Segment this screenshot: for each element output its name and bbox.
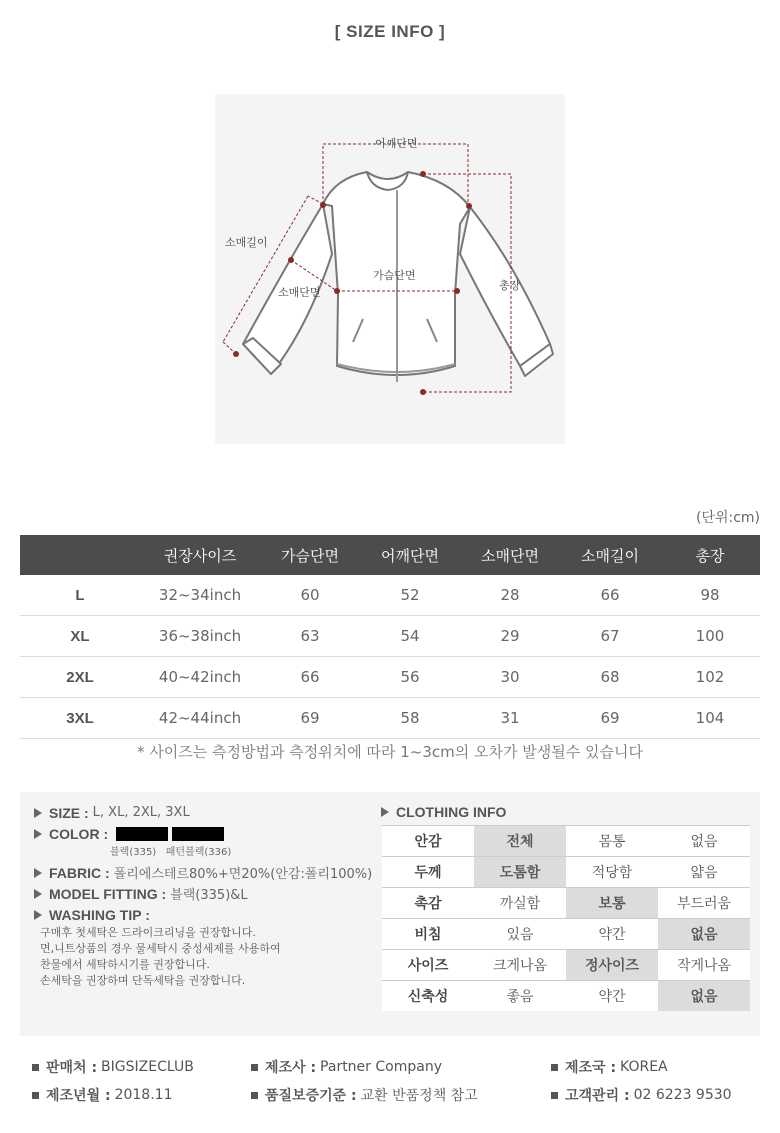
clothing-info-option-selected: 도톰함 [474, 857, 566, 888]
color-name: 패턴블랙(336) [165, 847, 232, 858]
fabric-label: FABRIC : [49, 864, 110, 881]
table-row [20, 698, 760, 739]
square-bullet-icon [32, 1092, 39, 1099]
color-name: 블랙(335) [110, 847, 157, 858]
table-cell: 63 [260, 616, 360, 657]
clothing-info-key: 두께 [382, 857, 474, 888]
clothing-info-option-selected: 정사이즈 [566, 950, 658, 981]
table-cell: 68 [560, 657, 660, 698]
table-row [20, 616, 760, 657]
label-total-length: 총장 [499, 279, 521, 292]
square-bullet-icon [551, 1092, 558, 1099]
table-cell: 66 [560, 575, 660, 616]
clothing-info-row [382, 981, 750, 1012]
table-cell: 102 [660, 657, 760, 698]
washing-row [34, 904, 384, 925]
footer-date [32, 1085, 172, 1105]
table-cell: 36~38inch [140, 616, 260, 657]
clothing-info-key: 비침 [382, 919, 474, 950]
color-swatch-pattern-black [172, 827, 224, 841]
fabric-value: 폴리에스테르80%+면20%(안감:폴리100%) [113, 867, 373, 882]
triangle-bullet-icon [34, 868, 42, 878]
square-bullet-icon [251, 1092, 258, 1099]
clothing-info-option-selected: 전체 [474, 826, 566, 857]
product-details [34, 802, 384, 989]
clothing-info-key: 사이즈 [382, 950, 474, 981]
size-cell: 2XL [20, 657, 140, 698]
header-cell: 소매단면 [460, 535, 560, 575]
table-cell: 52 [360, 575, 460, 616]
clothing-info-row [382, 919, 750, 950]
table-cell: 104 [660, 698, 760, 739]
clothing-info-option: 크게나옴 [474, 950, 566, 981]
size-value: L, XL, 2XL, 3XL [92, 805, 190, 820]
jacket-measurement-diagram [215, 94, 565, 444]
triangle-bullet-icon [381, 807, 389, 817]
label-sleeve-length: 소매길이 [225, 236, 268, 249]
label-shoulder: 어깨단면 [375, 137, 418, 150]
footer-seller [32, 1057, 194, 1077]
washing-line: 찬물에서 세탁하시기를 권장합니다. [40, 958, 210, 971]
seller-label: 판매처 : [46, 1060, 98, 1076]
clothing-info-option: 부드러움 [658, 888, 750, 919]
table-cell: 40~42inch [140, 657, 260, 698]
clothing-info-header [381, 802, 510, 822]
clothing-info-option: 없음 [658, 826, 750, 857]
color-label: COLOR : [49, 825, 109, 842]
model-label: MODEL FITTING : [49, 885, 167, 902]
table-cell: 30 [460, 657, 560, 698]
seller-value: BIGSIZECLUB [101, 1059, 194, 1075]
clothing-info-row [382, 888, 750, 919]
table-cell: 69 [260, 698, 360, 739]
size-table-header [20, 535, 760, 575]
table-cell: 28 [460, 575, 560, 616]
country-label: 제조국 : [565, 1060, 617, 1076]
washing-line: 면,니트상품의 경우 물세탁시 중성세제를 사용하여 [40, 942, 281, 955]
header-cell: 어깨단면 [360, 535, 460, 575]
clothing-info-option: 약간 [566, 919, 658, 950]
table-cell: 42~44inch [140, 698, 260, 739]
color-row [34, 823, 384, 844]
footer-warranty [251, 1085, 478, 1105]
clothing-info-option: 몸통 [566, 826, 658, 857]
clothing-info-key: 안감 [382, 826, 474, 857]
clothing-info-option: 얇음 [658, 857, 750, 888]
table-row [20, 575, 760, 616]
model-value: 블랙(335)&L [170, 888, 248, 903]
clothing-info-option: 있음 [474, 919, 566, 950]
square-bullet-icon [551, 1064, 558, 1071]
date-label: 제조년월 : [46, 1088, 111, 1104]
color-names [34, 844, 384, 862]
clothing-info-option-selected: 없음 [658, 981, 750, 1012]
table-cell: 56 [360, 657, 460, 698]
table-cell: 29 [460, 616, 560, 657]
footer-country [551, 1057, 668, 1077]
label-sleeve-width: 소매단면 [278, 286, 321, 299]
clothing-info-title: CLOTHING INFO [396, 804, 507, 820]
table-cell: 58 [360, 698, 460, 739]
maker-value: Partner Company [320, 1059, 442, 1075]
clothing-info-option: 좋음 [474, 981, 566, 1012]
washing-label: WASHING TIP : [49, 906, 150, 923]
clothing-info-option-selected: 없음 [658, 919, 750, 950]
size-row [34, 802, 384, 823]
triangle-bullet-icon [34, 829, 42, 839]
table-cell: 60 [260, 575, 360, 616]
clothing-info-table [382, 825, 750, 1011]
table-row [20, 657, 760, 698]
size-cell: 3XL [20, 698, 140, 739]
unit-label: (단위:cm) [695, 510, 760, 526]
maker-label: 제조사 : [265, 1060, 317, 1076]
header-cell: 권장사이즈 [140, 535, 260, 575]
footer-maker [251, 1057, 442, 1077]
size-label: SIZE : [49, 804, 89, 821]
header-cell [20, 535, 140, 575]
page-title: [ SIZE INFO ] [334, 22, 446, 41]
clothing-info-option: 까실함 [474, 888, 566, 919]
table-cell: 67 [560, 616, 660, 657]
footer-customer-service [551, 1085, 732, 1105]
color-swatch-black [116, 827, 168, 841]
clothing-info-row [382, 950, 750, 981]
clothing-info-option: 약간 [566, 981, 658, 1012]
triangle-bullet-icon [34, 910, 42, 920]
warranty-value: 교환 반품정책 참고 [360, 1088, 478, 1104]
clothing-info-option: 작게나옴 [658, 950, 750, 981]
warranty-label: 품질보증기준 : [265, 1088, 357, 1104]
table-cell: 98 [660, 575, 760, 616]
measurement-note: * 사이즈는 측정방법과 측정위치에 따라 1~3cm의 오차가 발생될수 있습니다 [137, 743, 643, 761]
table-cell: 69 [560, 698, 660, 739]
date-value: 2018.11 [114, 1087, 173, 1103]
table-cell: 54 [360, 616, 460, 657]
header-cell: 소매길이 [560, 535, 660, 575]
cs-label: 고객관리 : [565, 1088, 630, 1104]
clothing-info-row [382, 826, 750, 857]
jacket-illustration [215, 94, 565, 444]
model-row [34, 883, 384, 904]
label-chest: 가슴단면 [373, 269, 416, 282]
country-value: KOREA [620, 1059, 668, 1075]
square-bullet-icon [251, 1064, 258, 1071]
clothing-info-option-selected: 보통 [566, 888, 658, 919]
table-cell: 66 [260, 657, 360, 698]
size-table [20, 535, 760, 739]
table-cell: 31 [460, 698, 560, 739]
size-cell: XL [20, 616, 140, 657]
fabric-row [34, 862, 384, 883]
clothing-info-option: 적당함 [566, 857, 658, 888]
clothing-info-row [382, 857, 750, 888]
washing-line: 손세탁을 권장하며 단독세탁을 권장합니다. [40, 974, 246, 987]
table-cell: 32~34inch [140, 575, 260, 616]
triangle-bullet-icon [34, 808, 42, 818]
washing-tips [34, 925, 384, 989]
product-info-panel [20, 792, 760, 1036]
square-bullet-icon [32, 1064, 39, 1071]
header-cell: 가슴단면 [260, 535, 360, 575]
clothing-info-key: 촉감 [382, 888, 474, 919]
triangle-bullet-icon [34, 889, 42, 899]
size-cell: L [20, 575, 140, 616]
clothing-info-key: 신축성 [382, 981, 474, 1012]
table-cell: 100 [660, 616, 760, 657]
washing-line: 구매후 첫세탁은 드라이크리닝을 권장합니다. [40, 926, 256, 939]
header-cell: 총장 [660, 535, 760, 575]
cs-value: 02 6223 9530 [633, 1087, 732, 1103]
